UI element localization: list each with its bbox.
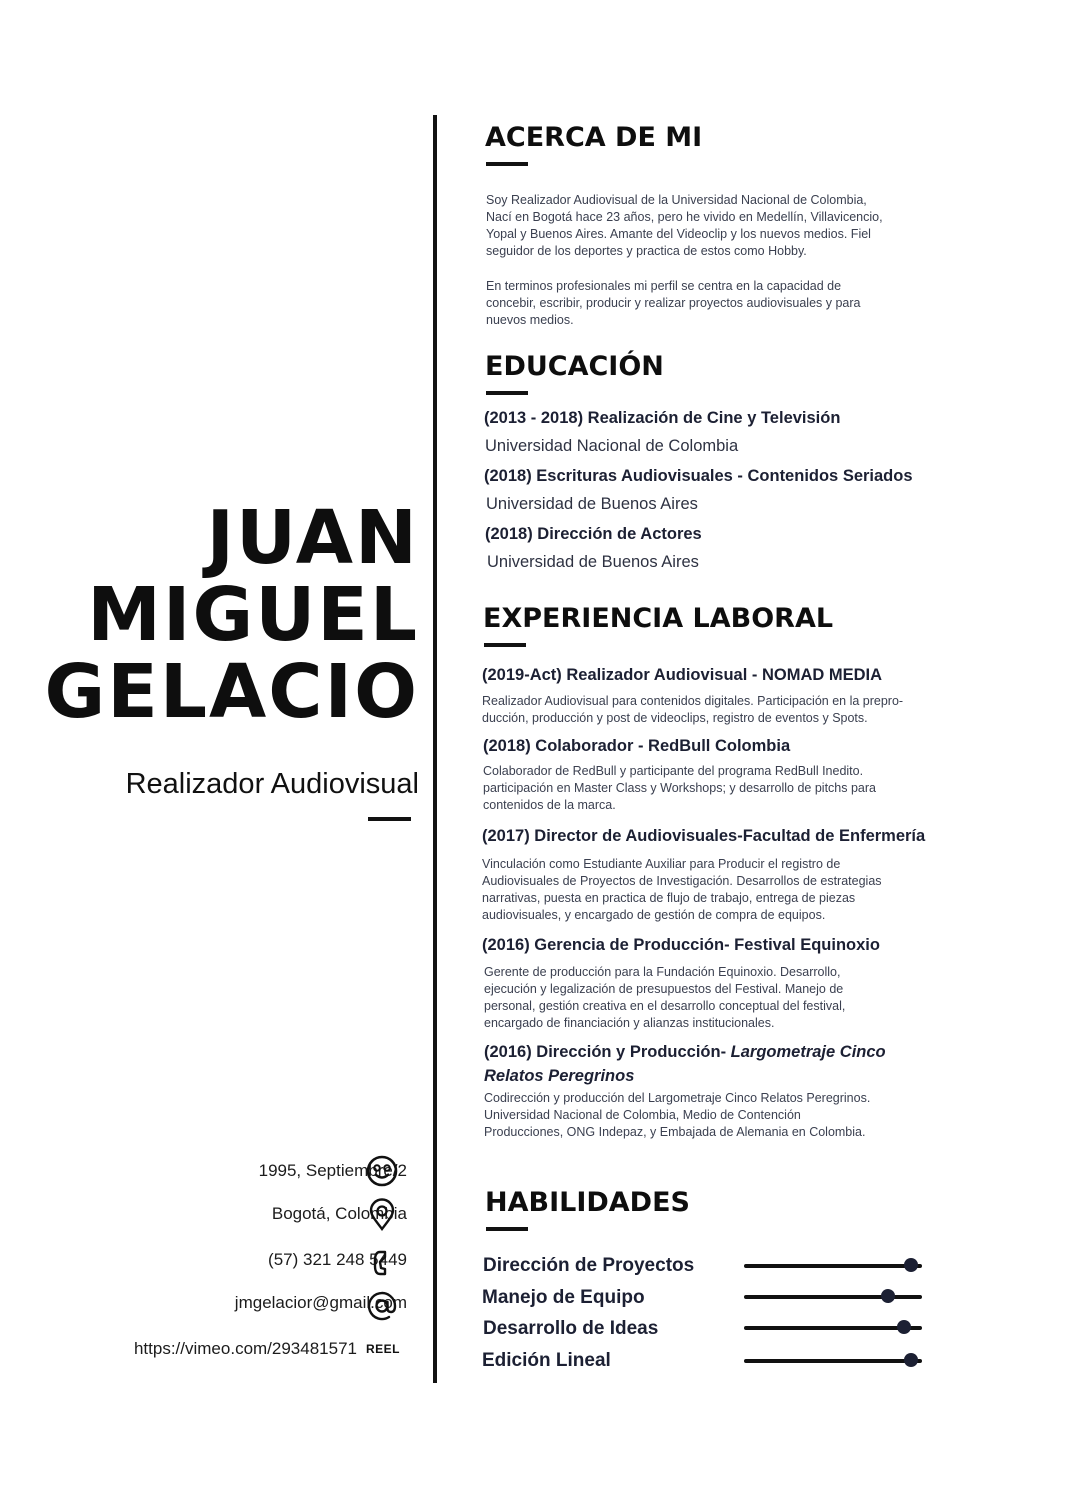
skill-level-knob: [904, 1258, 918, 1272]
job-description: Vinculación como Estudiante Auxiliar para Producir el registro de Audiovisuales de Proyectos de Investigación. Desarrollos de estrategias narrativas, puesta en practica de flujo de trabajo, entrega de piezas audiovisuales, y encargado de gestión de compra de equipos.: [482, 857, 882, 922]
skill-label: Manejo de Equipo: [482, 1287, 645, 1308]
job-description: Codirección y producción del Largometraje Cinco Relatos Peregrinos. Universidad Nacional de Colombia, Medio de Contención Producciones, ONG Indepaz, y Embajada de Alemania en Colombia.: [484, 1091, 871, 1139]
education-school: Universidad de Buenos Aires: [486, 495, 698, 513]
about-paragraph-2: En terminos profesionales mi perfil se centra en la capacidad de concebir, escribir, producir y realizar proyectos audiovisuales y para nuevos medios.: [486, 279, 861, 327]
education-school: Universidad Nacional de Colombia: [485, 437, 739, 455]
skill-level-bar: [744, 1264, 922, 1268]
name-line-2: MIGUEL: [87, 572, 419, 658]
job-title-continued: Relatos Peregrinos: [484, 1067, 635, 1085]
email-address[interactable]: jmgelacior@gmail.com: [234, 1293, 407, 1312]
map-pin-icon: [365, 1198, 399, 1232]
skill-label: Dirección de Proyectos: [483, 1255, 695, 1276]
education-title: (2013 - 2018) Realización de Cine y Televisión: [484, 409, 841, 427]
education-title: (2018) Escrituras Audiovisuales - Contenidos Seriados: [484, 467, 913, 485]
skill-level-knob: [881, 1289, 895, 1303]
education-title: (2018) Dirección de Actores: [485, 525, 702, 543]
role-underline: [368, 817, 411, 821]
job-title: (2016) Dirección y Producción- Largometraje Cinco: [484, 1043, 886, 1061]
experience-heading-underline: [484, 643, 526, 647]
skill-level-knob: [904, 1353, 918, 1367]
about-paragraph-1: Soy Realizador Audiovisual de la Universidad Nacional de Colombia, Nací en Bogotá hace 23 años, pero he vivido en Medellín, Villavicencio, Yopal y Buenos Aires. Amante del Videoclip y los nuevos medios. Fiel seguidor de los deportes y practica de estos como Hobby.: [486, 193, 883, 258]
education-heading-underline: [486, 391, 528, 395]
job-title: (2019-Act) Realizador Audiovisual - NOMAD MEDIA: [482, 666, 883, 684]
job-role: Realizador Audiovisual: [125, 768, 419, 800]
experience-heading: EXPERIENCIA LABORAL: [483, 603, 834, 634]
skill-level-bar: [744, 1359, 922, 1363]
about-heading: ACERCA DE MI: [485, 122, 703, 153]
phone-number: (57) 321 248 5449: [268, 1250, 407, 1269]
skill-label: Edición Lineal: [482, 1350, 611, 1371]
reel-url[interactable]: https://vimeo.com/293481571: [133, 1339, 357, 1358]
skills-heading: HABILIDADES: [485, 1187, 690, 1218]
full-name: [44, 495, 419, 735]
skills-heading-underline: [486, 1227, 528, 1231]
job-title: (2016) Gerencia de Producción- Festival Equinoxio: [482, 936, 880, 954]
at-sign-icon: [365, 1289, 399, 1323]
job-title: (2017) Director de Audiovisuales-Facultad de Enfermería: [482, 827, 926, 845]
skill-level-knob: [897, 1320, 911, 1334]
name-line-1: JUAN: [206, 495, 419, 581]
job-description: Colaborador de RedBull y participante del programa RedBull Inedito. participación en Master Class y Workshops; y desarrollo de pitchs para contenidos de la marca.: [483, 764, 876, 812]
education-heading: EDUCACIÓN: [485, 351, 664, 382]
birth-date: 1995, Septiembre/2: [258, 1161, 407, 1180]
job-title: (2018) Colaborador - RedBull Colombia: [483, 737, 791, 755]
smiley-icon: [365, 1154, 399, 1188]
about-heading-underline: [486, 162, 528, 166]
skill-level-bar: [744, 1326, 922, 1330]
job-description: Gerente de producción para la Fundación Equinoxio. Desarrollo, ejecución y legalización de presupuestos del Festival. Manejo de personal, gestión creativa en el desarrollo conceptual del festival, encargado de financiación y alianzas institucionales.: [484, 965, 846, 1030]
vertical-divider: [433, 115, 437, 1383]
job-description: Realizador Audiovisual para contenidos digitales. Participación en la prepro- ducción, producción y post de videoclips, registro de eventos y Spots.: [482, 694, 904, 725]
skill-label: Desarrollo de Ideas: [483, 1318, 659, 1339]
name-line-3: GELACIO: [44, 649, 419, 735]
reel-label: REEL: [366, 1342, 401, 1356]
education-school: Universidad de Buenos Aires: [487, 553, 699, 571]
location: Bogotá, Colombia: [271, 1204, 407, 1223]
skill-level-bar: [744, 1295, 922, 1299]
phone-icon: [365, 1246, 399, 1280]
